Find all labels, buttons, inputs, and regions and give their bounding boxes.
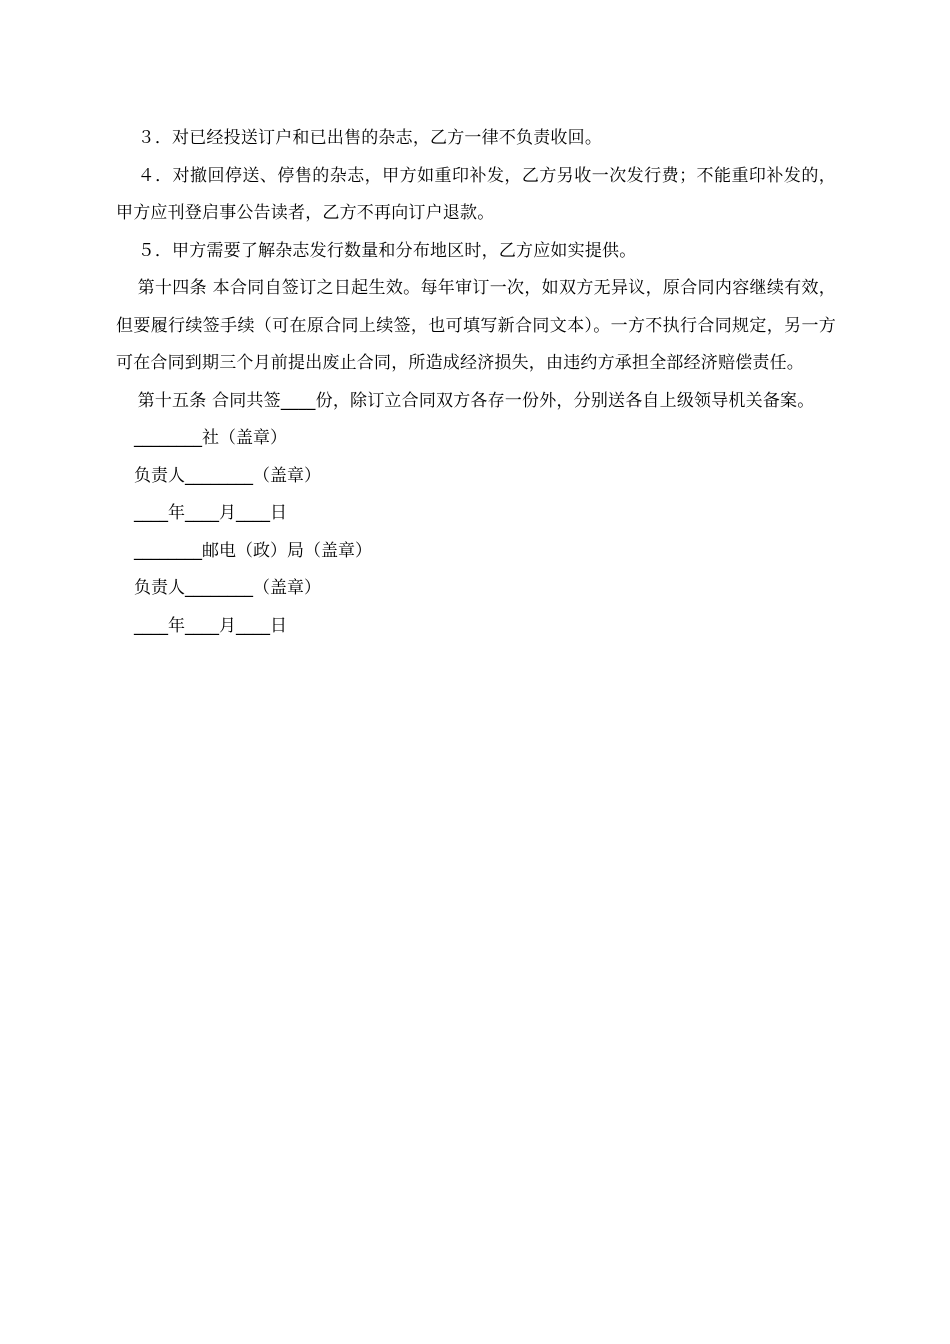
publisher-seal-line: ________社（盖章） bbox=[134, 428, 287, 448]
article-14: 第十四条 本合同自签订之日起生效。每年审订一次，如双方无异议，原合同内容继续有效，但要履行续签手续（可在原合同上续签，也可填写新合同文本）。一方不执行合同规定，另一方可在合同到期三个月前提出废止合同，所造成经济损失，由违约方承担全部经济赔偿责任。 bbox=[116, 278, 836, 373]
post-office-seal-line: ________邮电（政）局（盖章） bbox=[134, 540, 372, 561]
document-page bbox=[116, 120, 836, 645]
clause-3: ３．对已经投送订户和已出售的杂志，乙方一律不负责收回。 bbox=[137, 128, 603, 148]
publisher-responsible-person-line: 负责人________（盖章） bbox=[134, 465, 321, 486]
article-15: 第十五条 合同共签____份，除订立合同双方各存一份外，分别送各自上级领导机关备案。 bbox=[137, 390, 815, 411]
clause-4: ４．对撤回停送、停售的杂志，甲方如重印补发，乙方另收一次发行费；不能重印补发的，甲方应刊登启事公告读者，乙方不再向订户退款。 bbox=[116, 165, 836, 223]
post-office-date-line: ____年____月____日 bbox=[134, 615, 287, 636]
publisher-date-line: ____年____月____日 bbox=[134, 503, 287, 523]
clause-5: ５．甲方需要了解杂志发行数量和分布地区时，乙方应如实提供。 bbox=[137, 240, 637, 261]
post-office-responsible-person-line: 负责人________（盖章） bbox=[134, 578, 321, 598]
